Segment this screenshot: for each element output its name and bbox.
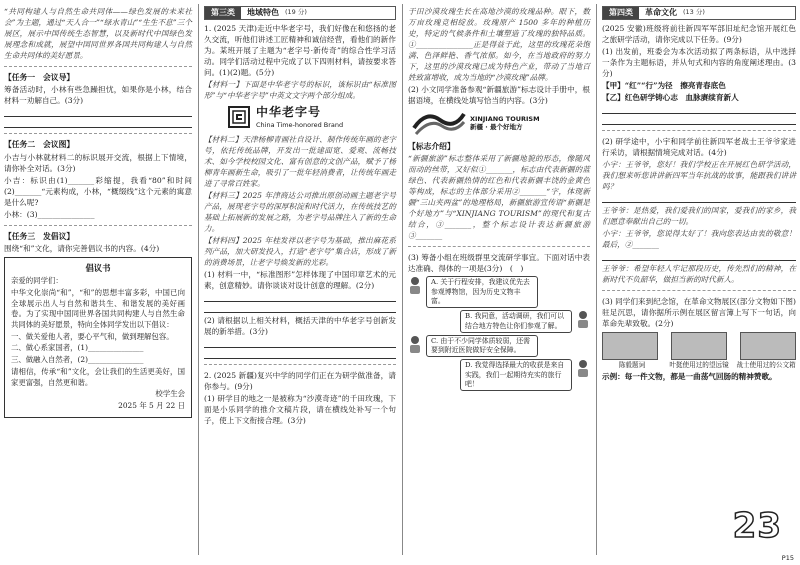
answer-line[interactable] <box>4 108 192 117</box>
answer-line[interactable] <box>204 350 396 359</box>
caption: 战士使用过的公文箱 <box>736 361 796 369</box>
slogan-b: 【乙】红色研学铸心志 血脉赓续育新人 <box>602 93 739 102</box>
section-header <box>204 6 396 20</box>
section-intro: (2025 安徽)班级将前往新四军军部旧址纪念馆开展红色之旅研学活动，请你完成以下任务。(9分) <box>602 24 796 44</box>
chat-option-a[interactable]: A. 关于行程安排，我建议优先去参观博物馆，因为历史文物丰富。 <box>426 276 538 308</box>
proposal-item[interactable]: 二、做心系家国者，(1)_______________ <box>11 343 144 353</box>
question-1-1: (1) 材料一中，“标准图形”怎样体现了中国印章艺术的元素，创意精妙。请你谈谈对设计创意的理解。(2分) <box>204 269 396 290</box>
page-number: 23 <box>732 505 782 546</box>
slogan-a: 【甲】“红”“行”为径 擦亮青春底色 <box>602 81 726 90</box>
picture-captions <box>602 361 796 371</box>
question-1-2: (2) 请根据以上相关材料，概括天津的中华老字号创新发展的新举措。(3分) <box>204 315 396 336</box>
proposal-closing: 请相信，传承“和”文化，会让我们的生活更美好，国家更富强，自然更和谐。 <box>11 366 185 387</box>
page-ref: P15 <box>781 553 794 562</box>
chat-row <box>408 335 590 358</box>
divider <box>408 246 590 247</box>
chat-row <box>408 310 590 333</box>
section-header <box>602 6 796 20</box>
brand-en: China Time-honored Brand <box>256 121 344 130</box>
ribbon-icon <box>412 108 466 138</box>
proposal-signature: 校学生会 <box>155 389 185 399</box>
student-icon <box>408 335 422 353</box>
caption: 叶挺使用过的望远镜 <box>669 361 729 369</box>
column-4 <box>598 0 800 565</box>
answer-line[interactable] <box>602 116 796 125</box>
question-2-1: (1) 研学目的地之一是被称为“沙漠奇迹”的千田玫瑰，下面是小乐同学的推介文稿片段，请在横线处补写一个句子，使上下文衔接合理。(3分) <box>204 393 396 425</box>
answer-line[interactable] <box>204 339 396 348</box>
task2-text: 小吉与小林就材料二的标识展开交流，根据上下情境，请你补全对话。(3分) <box>4 152 192 173</box>
column-3 <box>404 0 594 565</box>
task2-title: 【任务二 会议图】 <box>4 140 75 150</box>
divider <box>4 66 192 67</box>
dialog-line: 小宇：王爷爷，您说得太好了！我向您表达由衷的敬意！最后，②_______ <box>602 229 796 249</box>
question-2-2: (2) 小文同学准备参观“新疆旅游”标志设计手册中，根据语境，在横线处填写恰当的内容。(3分) <box>408 85 590 105</box>
proposal-title: 倡议书 <box>85 262 111 273</box>
chat-row <box>408 276 590 308</box>
calligraphy-picture <box>602 332 658 360</box>
chat-row <box>408 359 590 391</box>
label-title: 【标志介绍】 <box>408 142 455 151</box>
caption: 陈毅题词 <box>618 361 646 369</box>
proposal-body: 中华文化崇尚“和”，“和”的思想丰富多彩，中国已向全球展示出人与自然和谐共生、和谐发展的美好画卷。为了实现中国同世界各国共同构建人与自然生命共同体的美好愿景，特向全体同学发出以下倡议： <box>11 287 185 330</box>
xinjiang-en: XINJIANG TOURISM <box>470 114 540 123</box>
question-2-head: 2. (2025 新疆)复兴中学的同学们正在为研学做准备，请你参与。(9分) <box>204 370 396 391</box>
material-4: 【材料四】2025 年桂发祥以老字号为基础，推出麻花系列产品，加大研发投入，打造“老字号”集合店，形成了新的消费场景，让老字号焕发新的光彩。 <box>204 235 396 267</box>
section-points: (13 分) <box>683 8 705 17</box>
student-icon <box>576 359 590 377</box>
chat-option-b[interactable]: B. 我同意，活动调研，我们可以结合地方特色让你们参观了解。 <box>460 310 572 333</box>
divider <box>602 130 796 131</box>
seal-icon <box>228 106 250 128</box>
material-3: 【材料三】2025 年津商达公司推出原创动画主题老字号产品，展现老字号的深厚积淀和时代活力，在传统技艺的基础上拓展新的发展之路，为老字号品牌注入了新的生命力。 <box>204 190 396 233</box>
answer-line[interactable] <box>602 252 796 261</box>
task2-dialog-b: 小林：(3)_______________ <box>4 209 95 219</box>
divider <box>204 364 396 365</box>
task1-title: 【任务一 会议导】 <box>4 73 75 82</box>
rose-paragraph: 于田沙漠玫瑰生长在高地沙漠的玫瑰品种。眼下，数万亩玫瑰竞相绽放。玫瑰原产 1500 多年的种植历史，特定的气候条件和土壤塑造了玫瑰的独特品质。①_______________正是得益于此，这里的玫瑰花朵饱满、色泽鲜艳、香气浓郁。如今，在当地政府的努力下，这里的沙漠玫瑰已成为特色产业，带动了当地百姓致富增收，成为当地的“沙漠玫瑰”品牌。 <box>408 7 590 82</box>
section-name: 地域特色 <box>247 8 279 18</box>
answer-line[interactable] <box>602 194 796 203</box>
chat-option-c[interactable]: C. 由于不少同学体质较弱，还需要到附近医院做好安全保障。 <box>426 335 538 358</box>
answer-line[interactable] <box>204 304 396 313</box>
column-divider <box>402 4 403 555</box>
proposal-date: 2025 年 5 月 22 日 <box>118 401 185 411</box>
divider <box>602 290 796 291</box>
column-divider <box>198 4 199 555</box>
proposal-box <box>4 257 192 418</box>
material-1: 【材料一】下面是中华老字号的标识，该标识由“标准图形”与“中华老字号”中英文文字两个部分组成。 <box>204 80 396 100</box>
column-1 <box>0 0 196 565</box>
task3-title: 【任务三 发倡议】 <box>4 231 75 241</box>
question-2: (2) 研学途中，小宇和同学前往新四军老战士王爷爷家进行采访，请根据情境完成对话。(4分) <box>602 137 796 157</box>
section-tag: 第三类 <box>205 7 241 19</box>
section-points: (19 分) <box>285 8 307 17</box>
answer-line[interactable] <box>204 293 396 302</box>
question-1: (1) 出发前，班委会为本次活动拟了两条标语，从中选择一条作为主题标语，并从句式和内容的角度阐述理由。(3分) <box>602 47 796 78</box>
column-divider <box>596 4 597 555</box>
task1-text: 筹备活动时，小林有些急躁担忧，如果你是小林，结合材料一劝解自己。(3分) <box>4 85 192 106</box>
document-case-picture <box>740 332 796 360</box>
xinjiang-logo <box>412 108 590 138</box>
question-1-head: 1. (2025 天津)走近中华老字号，我们好像在和悠扬的老久交流，听他们讲述工匠精神和诚信经营，看他们的新作为。某班开展了主题为“老字号·新传奇”的综合性学习活动。同学们活动过程中完成了以下四则材料，请按要求答问。(1)(2)题。(5分) <box>204 24 396 77</box>
task2-dialog-a: 小吉：标识由(1)_______彩缩提，我看“80”和时间(2)_______“元素构成，小林，“概缀线”这个元素的寓意是什么呢? <box>4 175 192 207</box>
material-2: 【材料二】天津杨柳青画社自设计、制作传统年画的老字号，依托传统品牌，开发出一批建面宽、爱观、流畅技术、如今学校校园文化、富有创意的文创产品，赋予了杨柳青年画新生命，吸引了一批年轻消费者，让传统年画走进了寻常百姓家。 <box>204 134 396 188</box>
student-icon <box>576 310 590 328</box>
dialog-line: 小宇：王爷爷，您好！我们学校正在开展红色研学活动，我们想来听您讲讲新四军当年抗战的故事，能跟我们讲讲吗？ <box>602 160 796 191</box>
divider <box>4 225 192 226</box>
brand-cn: 中华老字号 <box>256 105 322 119</box>
section-tag: 第四类 <box>603 7 639 19</box>
section-name: 革命文化 <box>645 8 677 18</box>
question-3: (3) 同学们来到纪念馆，在革命文物展区(部分文物如下图)驻足沉思，请你据所示例在展区留言簿上写下一句话，向革命先辈致敬。(2分) <box>602 297 796 328</box>
brand-logo <box>228 104 396 131</box>
label-text: “新疆旅游”标志整体采用了新疆地貌的形态，像随风而动的丝带，又好似①_______，标志由代表新疆的蓝绿色、代表新疆热情的红色和代表新疆丰饶的金黄色等构成，标志的主体部分采用②_______“字，体现新疆“三山夹两盆”的地理格局，新疆旅游宣传语“新疆是个好地方”与“XINJIANG TOURISM”的现代和复古结合，③_______，整个标志设计表达新疆旅游③_______ <box>408 154 590 241</box>
proposal-item: 一、做关爱他人者，要心平气和，做到理解包容。 <box>11 331 174 341</box>
dialog-line: 王爷爷：是热爱，我们爱我们的国家，爱我们的家乡，我们愿意奉献出自己的一切。 <box>602 206 796 226</box>
chat-option-d[interactable]: D. 我觉得选择最大的收获是来自实践，我们一起期待充实的旅行吧！ <box>460 359 572 391</box>
binoculars-picture <box>671 332 727 360</box>
task3-text: 围绕“和”文化，请你完善倡议书的内容。(4分) <box>4 243 160 253</box>
dialog-line: 王爷爷：希望年轻人牢记那段历史，传先烈们的精神，在新时代不负韶华，做担当新的时代新人。 <box>602 264 796 284</box>
intro-text: “共同构建人与自然生命共同体——绿色发展的未来社会”为主题，通过“天人合一”“绿水青山”“生生不息”三个展区，展示中国传统生态智慧，以及新时代中国绿色发展理念和成就，展望中国同世界各国共同构建人与自然生命共同体的美好愿景。 <box>4 7 192 60</box>
artifact-pictures <box>602 332 796 360</box>
divider <box>4 133 192 134</box>
xinjiang-cn: 新疆 · 最个好地方 <box>470 123 523 131</box>
example-answer: 示例：每一件文物，都是一曲荡气回肠的精神赞歌。 <box>602 371 777 381</box>
column-2 <box>200 0 400 565</box>
answer-line[interactable] <box>4 119 192 128</box>
question-2-3: (3) 筹备小组在班级群里交流研学事宜。下面对话中表达准确、得体的一项是(3分) ( ) <box>408 253 590 274</box>
proposal-item[interactable]: 三、做融入自然者，(2)_______________ <box>11 355 144 365</box>
student-icon <box>408 276 422 294</box>
answer-line[interactable] <box>602 105 796 114</box>
proposal-greeting: 亲爱的同学们： <box>11 276 63 286</box>
